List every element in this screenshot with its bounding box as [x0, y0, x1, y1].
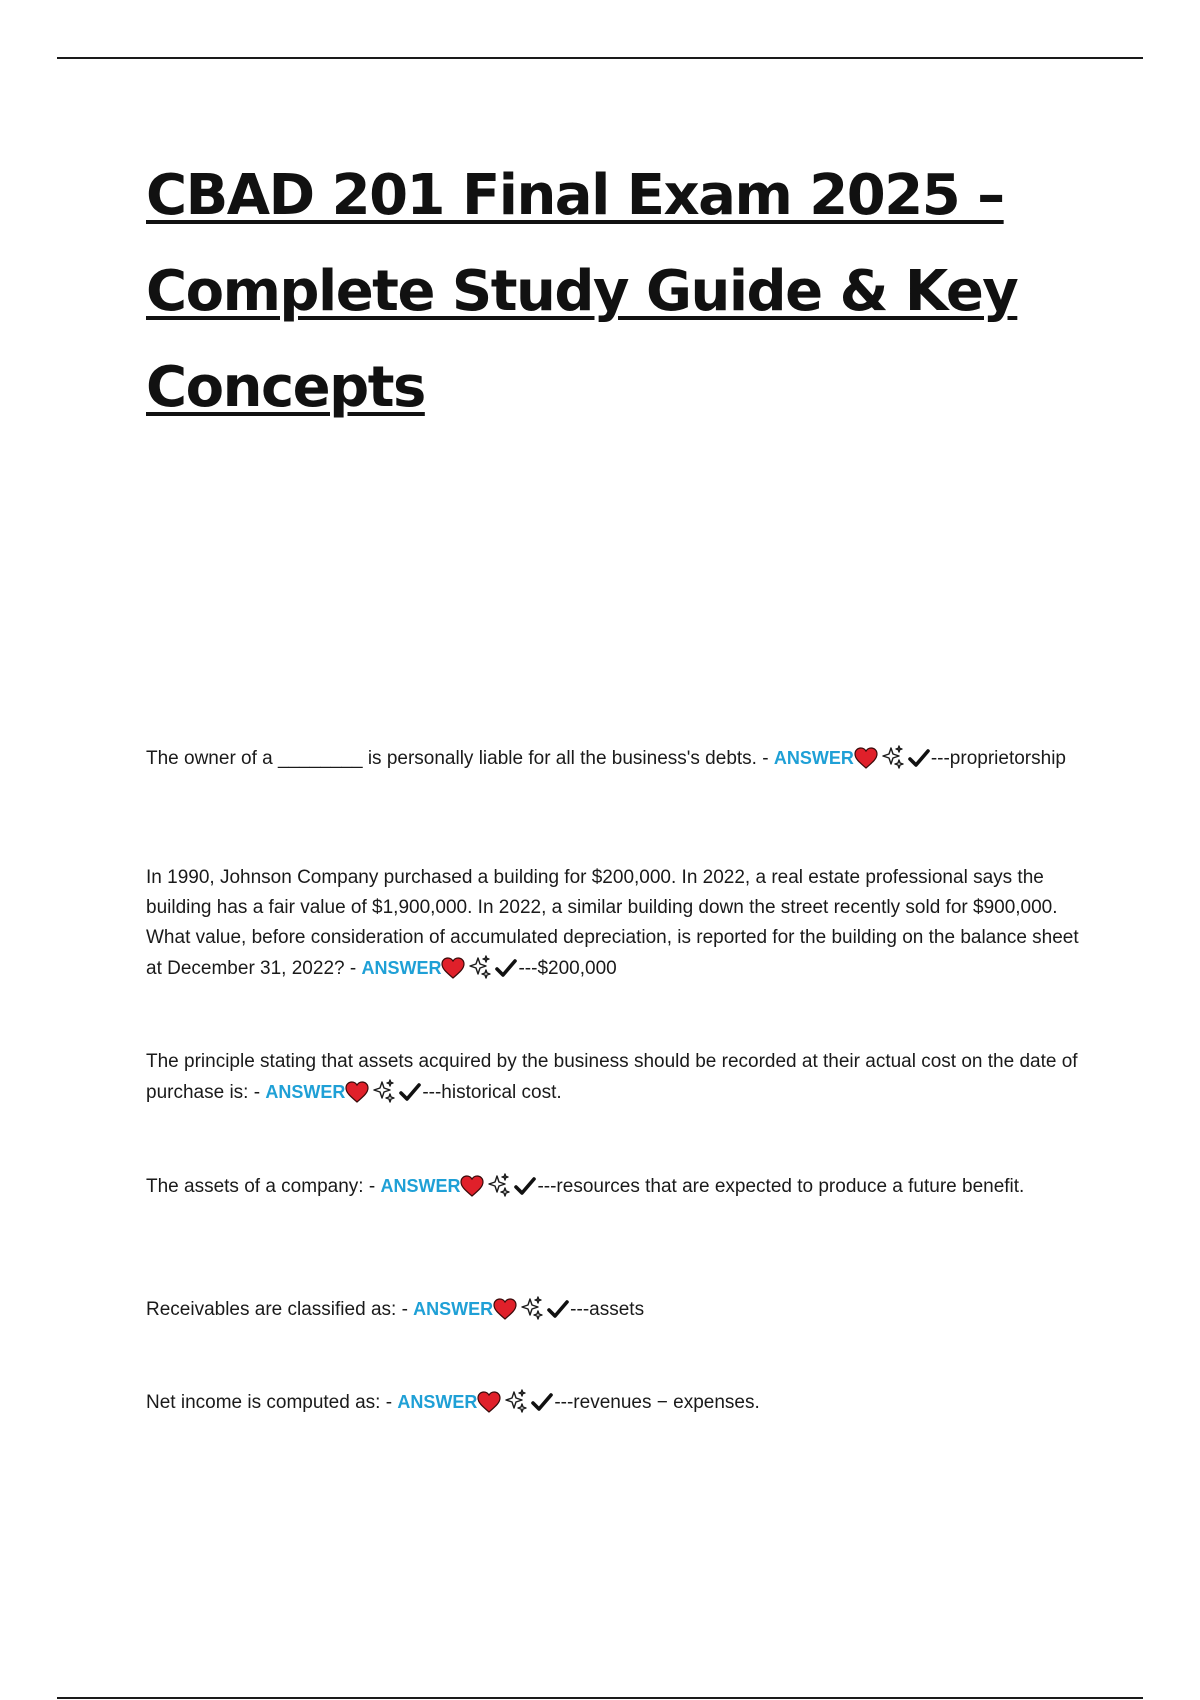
- qa-item: [146, 863, 1096, 989]
- sparkle-icon: [878, 745, 905, 779]
- answer-text: ---historical cost.: [422, 1082, 562, 1103]
- sparkle-icon: [501, 1389, 528, 1423]
- answer-text: ---$200,000: [518, 958, 617, 979]
- answer-label: ANSWER: [773, 748, 854, 768]
- document-title: CBAD 201 Final Exam 2025 – Complete Study Guide & Key Concepts: [146, 163, 1018, 420]
- qa-item: [146, 1294, 1096, 1330]
- qa-item: [146, 1047, 1096, 1113]
- heart-icon: [477, 1391, 501, 1423]
- question-text: In 1990, Johnson Company purchased a building for $200,000. In 2022, a real estate professional says the building has a fair value of $1,900,000. In 2022, a similar building down the street recently sold for $900,000. What value, before consideration of accumulated depreciation, is reported for the building on the balance sheet at December 31, 2022? -: [146, 867, 1079, 979]
- question-text: The owner of a ________ is personally liable for all the business's debts. -: [146, 748, 774, 769]
- question-text: Net income is computed as: -: [146, 1392, 398, 1413]
- check-icon: [396, 1081, 422, 1113]
- answer-text: ---revenues − expenses.: [554, 1392, 760, 1413]
- answer-text: ---proprietorship: [930, 748, 1066, 769]
- question-text: The principle stating that assets acquired by the business should be recorded at their actual cost on the date of purchase is: -: [146, 1051, 1078, 1103]
- heart-icon: [460, 1175, 484, 1207]
- answer-label: ANSWER: [397, 1392, 478, 1412]
- answer-text: ---resources that are expected to produce a future benefit.: [537, 1176, 1025, 1197]
- heart-icon: [441, 957, 465, 989]
- bottom-divider: [57, 1697, 1143, 1699]
- heart-icon: [854, 747, 878, 779]
- heart-icon: [345, 1081, 369, 1113]
- check-icon: [528, 1391, 554, 1423]
- answer-text: ---assets: [570, 1299, 645, 1320]
- sparkle-icon: [369, 1079, 396, 1113]
- check-icon: [511, 1175, 537, 1207]
- check-icon: [492, 957, 518, 989]
- answer-label: ANSWER: [413, 1299, 494, 1319]
- sparkle-icon: [465, 955, 492, 989]
- answer-label: ANSWER: [361, 958, 442, 978]
- question-text: Receivables are classified as: -: [146, 1299, 414, 1320]
- check-icon: [905, 747, 931, 779]
- answer-label: ANSWER: [380, 1176, 461, 1196]
- top-divider: [57, 57, 1143, 59]
- answer-label: ANSWER: [265, 1082, 346, 1102]
- heart-icon: [493, 1298, 517, 1330]
- sparkle-icon: [517, 1296, 544, 1330]
- qa-item: [146, 1171, 1096, 1207]
- qa-item: [146, 1387, 1096, 1423]
- sparkle-icon: [484, 1173, 511, 1207]
- check-icon: [544, 1298, 570, 1330]
- qa-item: [146, 743, 1096, 779]
- question-text: The assets of a company: -: [146, 1176, 381, 1197]
